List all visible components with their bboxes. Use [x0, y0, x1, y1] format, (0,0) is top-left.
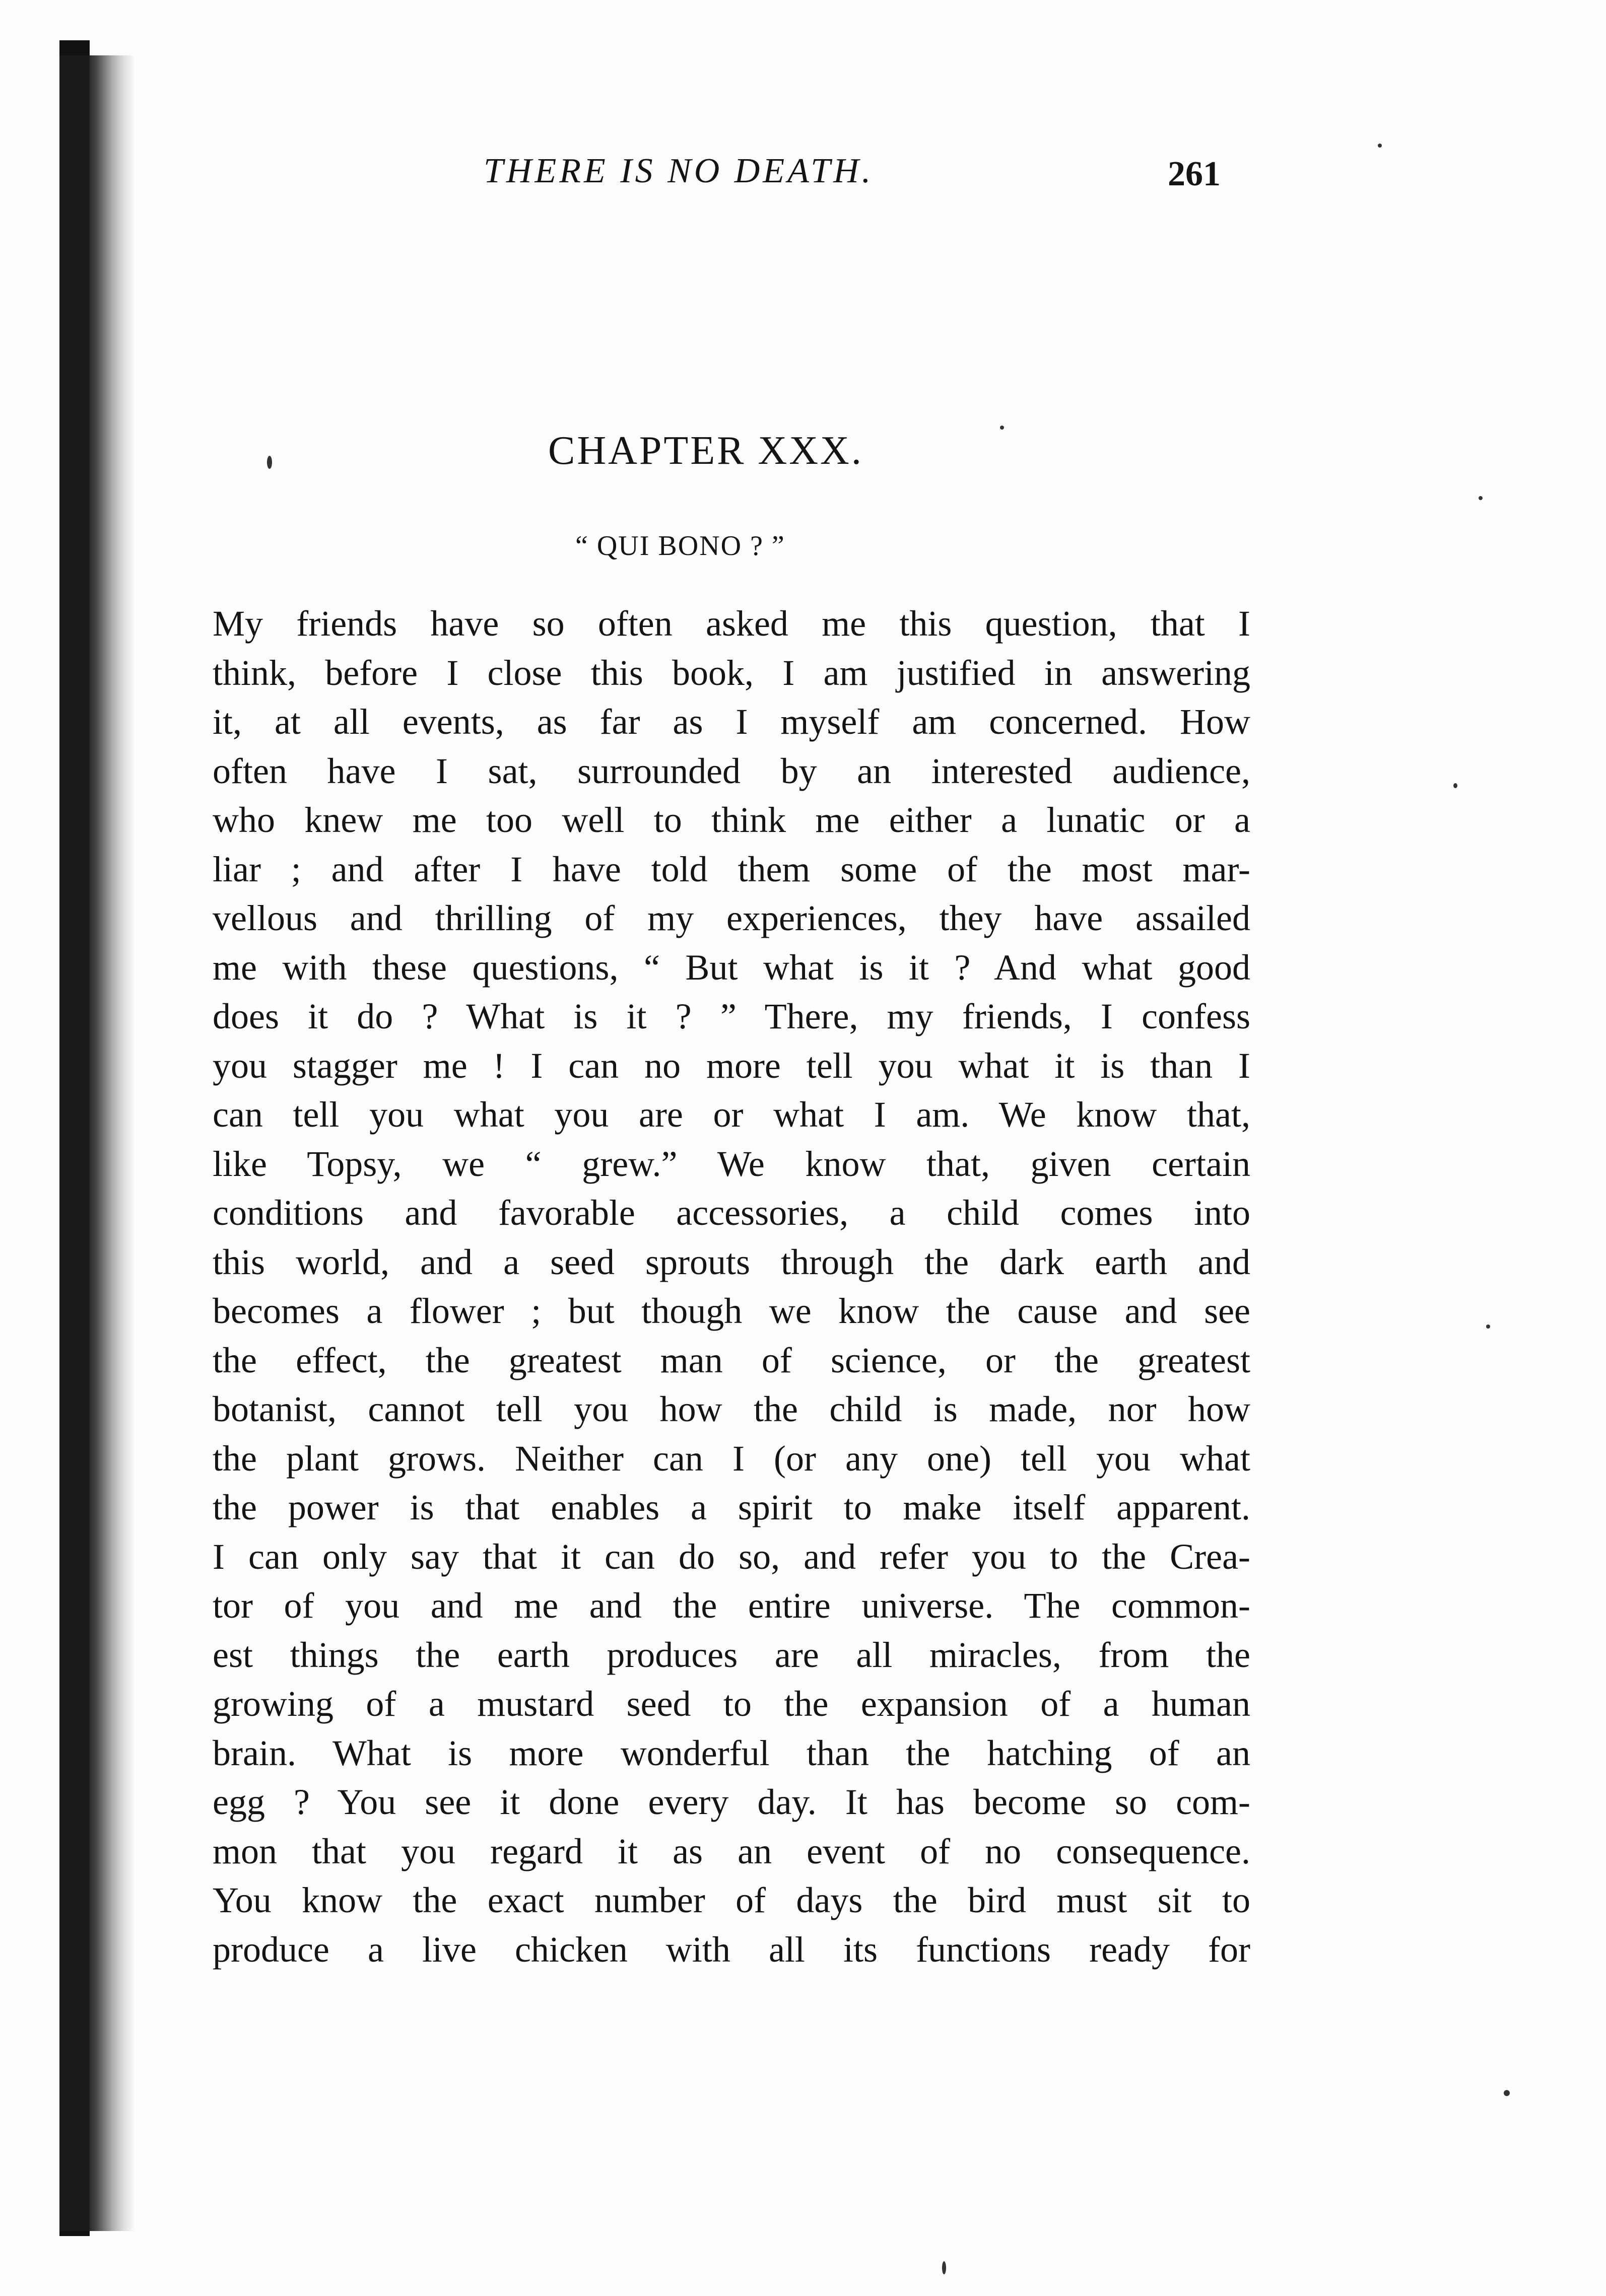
text-line: botanist, cannot tell you how the child is made, nor how [213, 1389, 1250, 1429]
text-line: the plant grows. Neither can I (or any one) tell you what [213, 1438, 1250, 1479]
running-title: THERE IS NO DEATH. [484, 152, 874, 190]
text-line: My friends have so often asked me this question, that I [213, 603, 1250, 644]
scan-speck [1378, 144, 1382, 148]
text-line: mon that you regard it as an event of no consequence. [213, 1831, 1250, 1871]
text-line: does it do ? What is it ? ” There, my friends, I confess [213, 996, 1250, 1036]
text-line: the effect, the greatest man of science, or the greatest [213, 1340, 1250, 1380]
text-line: me with these questions, “ But what is it ? And what good [213, 947, 1250, 988]
text-line: I can only say that it can do so, and refer you to the Crea- [213, 1536, 1250, 1577]
chapter-subtitle: “ QUI BONO ? ” [575, 530, 785, 562]
text-line: est things the earth produces are all miracles, from the [213, 1634, 1250, 1675]
text-line: You know the exact number of days the bird must sit to [213, 1880, 1250, 1920]
chapter-title: CHAPTER XXX. [548, 429, 863, 473]
scan-speck [1504, 2090, 1510, 2096]
text-line: who knew me too well to think me either a lunatic or a [213, 800, 1250, 840]
text-line: this world, and a seed sprouts through the dark earth and [213, 1241, 1250, 1282]
text-line: think, before I close this book, I am justified in answering [213, 652, 1250, 693]
text-line: the power is that enables a spirit to make itself apparent. [213, 1487, 1250, 1527]
scan-speck [942, 2261, 946, 2274]
text-line: becomes a flower ; but though we know the cause and see [213, 1291, 1250, 1331]
text-line: like Topsy, we “ grew.” We know that, given certain [213, 1143, 1250, 1184]
text-line: often have I sat, surrounded by an interested audience, [213, 750, 1250, 791]
text-line: vellous and thrilling of my experiences, they have assailed [213, 898, 1250, 938]
scan-speck [1486, 1325, 1490, 1329]
body-paragraph [213, 599, 1250, 1974]
scan-speck [1479, 496, 1483, 500]
text-line: can tell you what you are or what I am. We know that, [213, 1094, 1250, 1135]
text-line: egg ? You see it done every day. It has become so com- [213, 1782, 1250, 1822]
text-line: conditions and favorable accessories, a child comes into [213, 1193, 1250, 1233]
binding-edge [59, 55, 135, 2231]
text-line: you stagger me ! I can no more tell you what it is than I [213, 1045, 1250, 1086]
text-line: growing of a mustard seed to the expansion of a human [213, 1684, 1250, 1724]
scan-speck [1453, 783, 1457, 788]
text-line: liar ; and after I have told them some of the most mar- [213, 849, 1250, 889]
text-line: brain. What is more wonderful than the hatching of an [213, 1732, 1250, 1773]
text-line: produce a live chicken with all its functions ready for [213, 1929, 1250, 1970]
page-number: 261 [1168, 155, 1221, 193]
scan-speck [267, 456, 272, 469]
text-line: tor of you and me and the entire universe. The common- [213, 1585, 1250, 1626]
text-line: it, at all events, as far as I myself am concerned. How [213, 702, 1250, 742]
scan-speck [1000, 426, 1004, 430]
